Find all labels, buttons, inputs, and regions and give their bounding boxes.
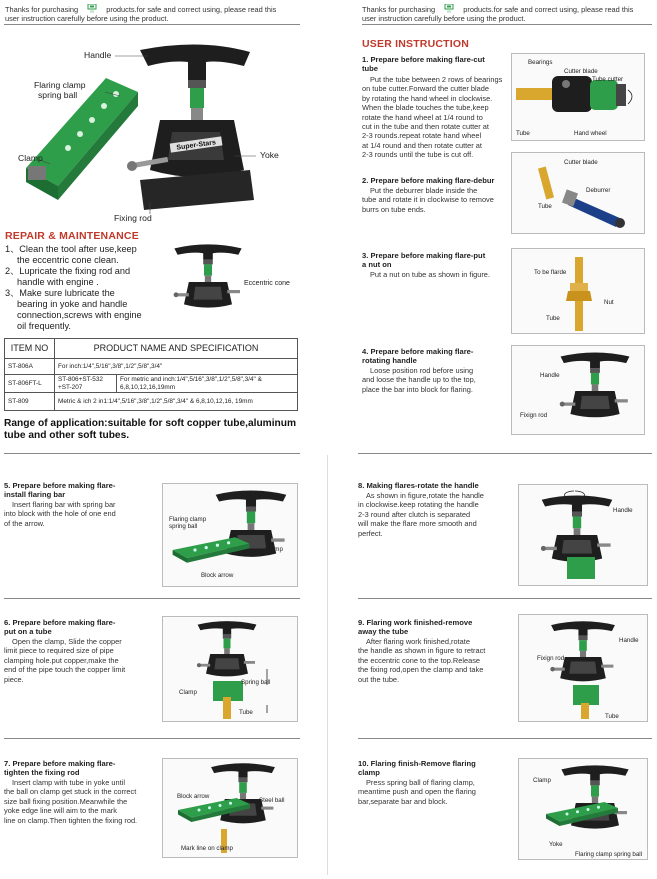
label-tube: Tube xyxy=(239,709,253,716)
step-1-image xyxy=(511,53,645,141)
range-line: Range of application:suitable for soft copper tube,aluminum xyxy=(4,418,297,429)
step-line: burrs on tube ends. xyxy=(362,204,426,214)
step-body xyxy=(362,186,508,214)
step-10-image xyxy=(518,758,648,860)
step-line: will make the flare more smooth and xyxy=(358,519,477,529)
label-handle: Handle xyxy=(540,372,560,379)
label-flaring-clamp: Flaring clamp xyxy=(169,516,207,523)
cell-item: ST-806A xyxy=(5,359,55,375)
step-line: yoke edge line will aim to the mark xyxy=(4,806,117,816)
step-line: 2-3 rounds until the tube is cut off. xyxy=(362,150,474,160)
step-3 xyxy=(362,251,508,279)
flaring-tool-image xyxy=(20,40,300,225)
step-8 xyxy=(358,481,512,538)
step-line: piece. xyxy=(4,674,24,684)
label-clamp: Clamp xyxy=(265,546,283,553)
label-fixing-rod: Fixing rod xyxy=(114,213,152,223)
label-flaring-clamp-spring-ball: Flaring clamp spring ball xyxy=(575,851,643,858)
label-yoke: Yoke xyxy=(549,841,563,848)
cell-spec: Metric & ich 2 in1:1/4",5/16",3/8",1/2",5/8",3/4" & 6,8,10,12,16, 19mm xyxy=(55,393,298,411)
step-7-image xyxy=(162,758,298,858)
repair-title: REPAIR & MAINTENANCE xyxy=(5,230,139,242)
step-line: limit piece to required size of pipe xyxy=(4,646,114,656)
header-text: Thanks for purchasing xyxy=(362,5,436,14)
step-line: bar,separate bar and block. xyxy=(358,796,448,806)
step-title: put on a tube xyxy=(4,627,52,636)
header-text: Thanks for purchasing xyxy=(5,5,79,14)
label-spring-ball: Spring ball xyxy=(241,679,271,686)
svg-text:SS: SS xyxy=(447,9,452,13)
step-body xyxy=(4,778,156,825)
step-line: tube and rotate it in clockwise to remove xyxy=(362,195,494,205)
label-to-be-flared: To be flarde xyxy=(534,269,567,276)
step-line: out the tube. xyxy=(358,674,400,684)
col-item-no: ITEM NO xyxy=(5,339,55,359)
step-line: Press spring ball of flaring clamp, xyxy=(366,778,475,787)
repair-item: 1、Clean the tool after use,keep xyxy=(5,244,137,254)
step-line: rotate the hand wheel at 1/4 round to xyxy=(362,112,483,122)
step-5 xyxy=(4,481,154,528)
step-line: the handle as shown in figure to retract xyxy=(358,646,486,656)
label-tube: Tube xyxy=(546,315,560,322)
range-line: tube and other soft tubes. xyxy=(4,430,130,441)
step-title: rotating handle xyxy=(362,356,417,365)
repair-list xyxy=(5,244,165,332)
repair-item: oil frequently. xyxy=(17,321,71,331)
label-mark-line: Mark line on clamp xyxy=(181,845,233,852)
label-cutter-blade: Cutter blade xyxy=(564,68,598,75)
header-text: user instruction carefully before using the product. xyxy=(5,14,169,23)
step-line: in clockwise.keep rotating the handle xyxy=(358,500,479,510)
step-line: meantime push and open the flaring xyxy=(358,787,476,797)
label-eccentric-cone: Eccentric cone xyxy=(244,280,290,287)
step-line: on tube cutter.Forward the cutter blade xyxy=(362,84,489,94)
step-line: Insert clamp with tube in yoke until xyxy=(12,778,125,787)
right-header xyxy=(362,4,657,23)
step-title: 6. Prepare before making flare- xyxy=(4,618,116,627)
label-handle: Handle xyxy=(84,50,112,60)
section-rule xyxy=(358,598,652,599)
step-title: 10. Flaring finish-Remove flaring xyxy=(358,759,476,768)
section-rule xyxy=(4,738,300,739)
step-4-image xyxy=(511,345,645,435)
label-block-arrow: Block arrow xyxy=(177,793,210,800)
step-line: When the blade touches the tube,keep xyxy=(362,103,489,113)
step-title: 4. Prepare before making flare- xyxy=(362,347,474,356)
step-8-image xyxy=(518,484,648,586)
range-of-application xyxy=(4,418,304,442)
cell-spec-sub: ST-806+ST-532 +ST-207 xyxy=(55,375,117,393)
step-line: Insert flaring bar with spring bar xyxy=(12,500,116,509)
label-hand-wheel: Hand wheel xyxy=(574,130,607,137)
header-text: products.for safe and correct using, please read this xyxy=(106,5,277,14)
repair-item: the eccentric cone clean. xyxy=(17,255,119,265)
label-spring-ball: spring ball xyxy=(38,90,78,100)
step-line: line on clamp.Then tighten the fixing rod. xyxy=(4,815,138,825)
step-title: 7. Prepare before making flare- xyxy=(4,759,116,768)
step-line: Open the clamp, Slide the copper xyxy=(12,637,122,646)
header-rule xyxy=(362,24,652,25)
step-body xyxy=(4,500,154,528)
step-line: at 1/4 round and then rotate cutter at xyxy=(362,140,482,150)
label-flaring-clamp: Flaring clamp xyxy=(34,80,86,90)
eccentric-cone-image xyxy=(168,234,248,330)
step-title: 1. Prepare before making flare-cut xyxy=(362,55,485,64)
step-line: 2-3 round after clutch is separated xyxy=(358,509,471,519)
repair-item: connection,screws with engine xyxy=(17,310,142,320)
step-line: Put the tube between 2 rows of bearings xyxy=(370,75,503,84)
label-handle: Handle xyxy=(613,507,633,514)
step-9-image xyxy=(518,614,648,722)
brand-logo-icon xyxy=(439,4,459,13)
step-title: 2. Prepare before making flare-debur xyxy=(362,176,495,185)
step-body xyxy=(362,270,508,279)
step-line: Put the deburrer blade inside the xyxy=(370,186,478,195)
label-spring-ball: spring ball xyxy=(169,523,198,530)
step-line: and loose the handle up to the top, xyxy=(362,375,476,385)
section-rule xyxy=(358,738,652,739)
step-line: As shown in figure,rotate the handle xyxy=(366,491,484,500)
step-line: of the arrow. xyxy=(4,518,45,528)
cell-spec: For inch:1/4",5/16",3/8",1/2",5/8",3/4" xyxy=(55,359,298,375)
label-cutter-blade: Cutter blade xyxy=(564,159,598,166)
step-1 xyxy=(362,55,510,160)
step-body xyxy=(4,637,154,684)
step-line: After flaring work finished,rotate xyxy=(366,637,470,646)
col-product-spec: PRODUCT NAME AND SPECIFICATION xyxy=(55,339,298,359)
tool-illustration xyxy=(20,40,300,225)
label-steel-ball: Steel ball xyxy=(259,797,285,804)
step-line: Loose position rod before using xyxy=(370,366,474,375)
label-fixing-rod: Fixign rod xyxy=(520,412,548,419)
step-line: by rotating the hand wheel in clockwise. xyxy=(362,93,493,103)
header-text: products.for safe and correct using, please read this xyxy=(463,5,634,14)
section-rule xyxy=(4,598,300,599)
step-9 xyxy=(358,618,512,684)
section-rule xyxy=(4,453,300,454)
cell-item: ST-809 xyxy=(5,393,55,411)
step-line: cut in the tube and then rotate cutter at xyxy=(362,122,489,132)
step-title: 9. Flaring work finished-remove xyxy=(358,618,473,627)
label-nut: Nut xyxy=(604,299,614,306)
step-line: clamping hole.put copper,make the xyxy=(4,655,119,665)
step-title: 5. Prepare before making flare- xyxy=(4,481,116,490)
step-body xyxy=(358,778,514,806)
cell-item: ST-806FT-L xyxy=(5,375,55,393)
step-10 xyxy=(358,759,514,806)
label-tube: Tube xyxy=(538,203,552,210)
step-title: away the tube xyxy=(358,627,409,636)
step-title: a nut on xyxy=(362,260,392,269)
repair-item: 2、Lupricate the fixing rod and xyxy=(5,266,131,276)
label-bearings: Bearings xyxy=(528,59,553,66)
step-body xyxy=(362,75,510,84)
step-body xyxy=(358,491,512,538)
left-header xyxy=(5,4,305,23)
brand-logo-icon xyxy=(82,4,102,13)
step-line: the eccentric cone to the top.Release xyxy=(358,655,481,665)
label-yoke: Yoke xyxy=(260,150,279,160)
label-tube: Tube xyxy=(516,130,530,137)
label-fixing-rod: Fixign rod xyxy=(537,655,565,662)
step-2-image xyxy=(511,152,645,234)
label-block-arrow: Block arrow xyxy=(201,572,234,579)
step-title: install flaring bar xyxy=(4,490,66,499)
step-line: 2-3 rounds.repeat rotate hand wheel xyxy=(362,131,482,141)
step-body xyxy=(362,366,510,394)
step-line: the fixing rod,open the clamp and take xyxy=(358,665,484,675)
step-title: tighten the fixing rod xyxy=(4,768,80,777)
step-5-image xyxy=(162,483,298,587)
header-text: user instruction carefully before using the product. xyxy=(362,14,526,23)
step-2 xyxy=(362,176,508,214)
label-tube-cutter: Tube cutter xyxy=(592,76,624,83)
step-line: into block with the hole of one end xyxy=(4,509,116,519)
section-rule xyxy=(358,453,652,454)
step-3-image xyxy=(511,248,645,334)
page-gutter xyxy=(327,455,328,875)
step-line: size ball fixing position.Meanwhile the xyxy=(4,796,128,806)
label-clamp: Clamp xyxy=(18,153,43,163)
step-line: place the bar into block for flaring. xyxy=(362,384,473,394)
step-6-image xyxy=(162,616,298,722)
step-7 xyxy=(4,759,156,825)
step-body xyxy=(362,84,510,159)
header-rule xyxy=(4,24,300,25)
svg-text:SS: SS xyxy=(90,9,95,13)
repair-item: 3、Make sure lubricate the xyxy=(5,288,115,298)
brand-label: Super-Stars xyxy=(176,139,217,152)
step-line: Put a nut on tube as shown in figure. xyxy=(370,270,490,279)
step-body xyxy=(358,637,512,684)
spec-table xyxy=(4,338,298,411)
step-4 xyxy=(362,347,510,394)
step-title: tube xyxy=(362,64,379,73)
step-title: 8. Making flares-rotate the handle xyxy=(358,481,479,490)
step-title: clamp xyxy=(358,768,380,777)
step-title: 3. Prepare before making flare-put xyxy=(362,251,486,260)
repair-item: handle with engine . xyxy=(17,277,99,287)
label-tube: Tube xyxy=(605,713,619,720)
step-line: the ball on clamp get stuck in the correct xyxy=(4,787,137,797)
user-instruction-title: USER INSTRUCTION xyxy=(362,38,470,50)
label-clamp: Clamp xyxy=(533,777,551,784)
step-line: perfect. xyxy=(358,528,383,538)
step-line: end of the pipe touch the copper limit xyxy=(4,665,126,675)
step-6 xyxy=(4,618,154,684)
label-deburrer: Deburrer xyxy=(586,187,611,194)
label-handle: Handle xyxy=(619,637,639,644)
label-clamp: Clamp xyxy=(179,689,197,696)
repair-item: bearing in yoke and handle xyxy=(17,299,128,309)
cell-spec: For metric and inch:1/4",5/16",3/8",1/2",5/8",3/4" & 6,8,10,12,16,19mm xyxy=(117,375,298,393)
